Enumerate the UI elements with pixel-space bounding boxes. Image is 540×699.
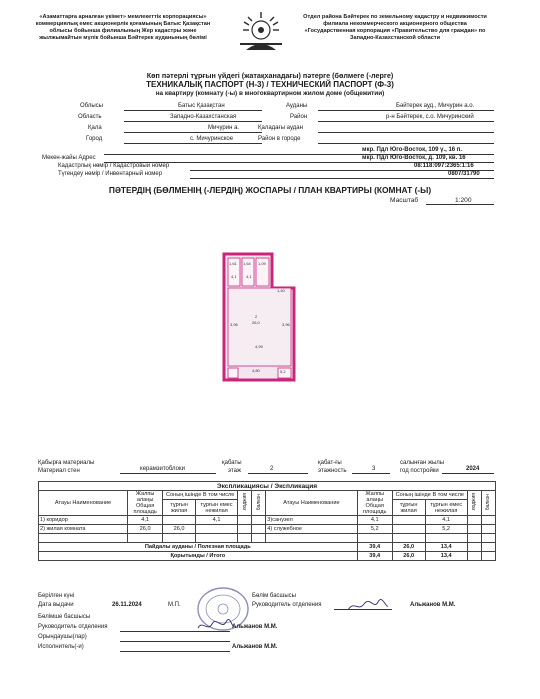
audany-value: Бәйтерек ауд., Мичурин а.о. xyxy=(396,103,475,109)
executor-label-ru: Исполнитель(-и) xyxy=(38,644,84,650)
area-2: 4,1 xyxy=(246,274,252,279)
wall-value: керамзитоблоки xyxy=(140,466,185,472)
wall-label-ru: Материал стен xyxy=(38,468,80,474)
stamp-mp: М.П. xyxy=(168,602,181,608)
dim-3: 1,40 xyxy=(277,288,285,293)
inventory-value: 0807/31790 xyxy=(448,171,480,177)
useful-area-row: Пайдалы ауданы / Полезная площадь 39,4 26,0 13,4 xyxy=(39,543,496,552)
explication-title: Экспликациясы / Экспликация xyxy=(38,481,496,490)
oblast-value: Западно-Казахстанская xyxy=(170,114,237,120)
inventory-label: Түгендеу нөмір / Инвентарный номер xyxy=(58,171,163,177)
dim-4: 3,96 xyxy=(230,322,238,327)
gorod-value: с. Мичуринское xyxy=(190,136,234,142)
rayon-value: р-н Бәйтерек, с.о. Мичуринский xyxy=(386,114,474,120)
room-area: 26,0 xyxy=(252,320,260,325)
year-value: 2024 xyxy=(466,466,480,472)
floor-label-kz: қабаты xyxy=(222,460,242,466)
floor-label-ru: этаж xyxy=(228,468,241,474)
dim-5: 3,96 xyxy=(282,322,290,327)
year-label-ru: год постройки xyxy=(400,468,439,474)
col-header-balcony: балкон xyxy=(255,493,262,511)
kala-audan-label: Қаладағы аудан xyxy=(258,125,303,131)
scale-value: 1:200 xyxy=(455,197,472,204)
col-header-balcony-2: балкон xyxy=(485,493,492,511)
head-label-kz: Бөлімше басшысы xyxy=(38,614,91,620)
page-title: ТЕХНИКАЛЫҚ ПАСПОРТ (Н-3) / ТЕХНИЧЕСКИЙ ПАСПОРТ (Ф-3) xyxy=(146,80,394,89)
col-header-nonliving: тұрғын емес нежилая xyxy=(195,500,237,516)
address-kz-value: мкр. Пдл Юго-Восток, 109 ү., 16 п. xyxy=(362,147,463,153)
signature-right xyxy=(346,598,390,614)
floors-label-ru: этажность xyxy=(318,468,347,474)
apartment-floor-plan xyxy=(222,252,302,382)
right-head-name: Альжанов М.М. xyxy=(410,602,456,608)
total-row: Қорытынды / Итого 39,4 26,0 13,4 xyxy=(39,552,496,561)
issued-date: 26.11.2024 xyxy=(112,602,142,608)
header-right-organization: Отдел района Бәйтерек по земельному кадастру и недвижимости филиала некоммерческого акционерного общества «Государственная корпорация «Правительство для граждан» по Западно-Казахстанской области xyxy=(303,14,487,41)
col-header-total: Жалпы алаңы Общая площадь xyxy=(128,491,163,516)
rayon-label: Район xyxy=(290,114,308,120)
head-label-ru: Руководитель отделения xyxy=(38,624,108,630)
col-header-nonliving-2: тұрғын емес нежилая xyxy=(425,500,467,516)
col-header-loggia-2: лоджия xyxy=(471,493,478,511)
issued-label-kz: Берілген күні xyxy=(38,593,75,599)
scale-label: Масштаб xyxy=(390,197,419,204)
floors-label-kz: қабат-ғы xyxy=(318,460,342,466)
rayon-gorod-label: Район в городе xyxy=(258,136,301,142)
right-head-label-kz: Бөлім басшысы xyxy=(252,593,296,599)
cadastre-label: Кадастрлық нөмір / Кадастровый номер xyxy=(58,163,170,169)
head-name: Альжанов М.М. xyxy=(232,624,278,630)
kala-label: Қала xyxy=(88,125,102,131)
col-header-total-2: Жалпы алаңы Общая площадь xyxy=(357,491,392,516)
useful-area-label: Пайдалы ауданы / Полезная площадь xyxy=(39,543,358,552)
oblys-label: Облысы xyxy=(80,103,103,109)
cadastre-value: 08:118:097:2365:1:16 xyxy=(414,163,474,169)
kala-value: Мичурин а. xyxy=(208,125,240,131)
col-header-incl: Соның ішінде В том числе xyxy=(163,491,238,500)
col-header-name: Атауы Наименование xyxy=(39,491,128,516)
oblys-value: Батыс Қазақстан xyxy=(178,103,225,109)
government-corporation-logo xyxy=(230,10,292,52)
title-kazakh-subtitle: Көп пәтерлі тұрғын үйдегі (жатақханадағы) пәтерге (бөлмеге (-лерге) xyxy=(146,71,394,80)
col-header-living: тұрғын жилая xyxy=(163,500,196,516)
title-russian-subtitle: на квартиру (комнату (-ы) в многоквартирном жилом доме (общежитии) xyxy=(155,90,385,97)
header-left-organization: «Азаматтарға арналған үкімет» мемлекеттік корпорациясы» коммерциялық емес акционерлік қоғамының Батыс Қазақстан облысы бойынша филиалының Жер кадастры және жылжымайтын мүлік бойынша Бәйтерек ауданының бөлімі xyxy=(35,14,211,41)
floors-value: 3 xyxy=(372,466,376,472)
issued-label-ru: Дата выдачи xyxy=(38,602,74,608)
right-head-label-ru: Руководитель отделения xyxy=(252,602,322,608)
explication-table xyxy=(38,490,496,561)
floor-value: 2 xyxy=(270,466,274,472)
area-3: 5,2 xyxy=(280,369,286,374)
area-1: 4,1 xyxy=(231,274,237,279)
executor-label-kz: Орындаушы(лар) xyxy=(38,634,87,640)
dim-2: 1,64 xyxy=(243,261,251,266)
room-number: 2 xyxy=(255,314,258,319)
address-label: Мекен-жайы Адрес xyxy=(42,155,96,161)
year-label-kz: салынған жылы xyxy=(400,460,445,466)
total-label: Қорытынды / Итого xyxy=(39,552,358,561)
dim-8: 1,09 xyxy=(258,261,266,266)
dim-1: 1,61 xyxy=(229,261,237,266)
wall-label-kz: Қабырға материалы xyxy=(38,460,95,466)
col-header-incl-2: Соның ішінде В том числе xyxy=(392,491,467,500)
col-header-name-2: Атауы Наименование xyxy=(266,491,357,516)
oblast-label: Область xyxy=(78,114,102,120)
address-ru-value: мкр. Пдл Юго-Восток, д. 109, кв. 16 xyxy=(362,155,466,161)
dim-6: 4,99 xyxy=(255,344,263,349)
executor-name: Альжанов М.М. xyxy=(232,644,278,650)
gorod-label: Город xyxy=(86,136,103,142)
table-row: 2) жилая комната 26,0 26,0 4) служебное 5,2 5,2 xyxy=(39,525,496,534)
plan-title: ПӘТЕРДІҢ (БӨЛМЕНІҢ (-ЛЕРДІҢ) ЖОСПАРЫ / ПЛАН КВАРТИРЫ (КОМНАТ (-Ы) xyxy=(108,185,432,195)
dim-7: 4,80 xyxy=(252,368,260,373)
col-header-loggia: лоджия xyxy=(241,493,248,511)
table-row: 1) коридор 4,1 4,1 3)санузел 4,1 4,1 xyxy=(39,516,496,525)
audany-label: Ауданы xyxy=(286,103,308,109)
col-header-living-2: тұрғын жилая xyxy=(392,500,425,516)
